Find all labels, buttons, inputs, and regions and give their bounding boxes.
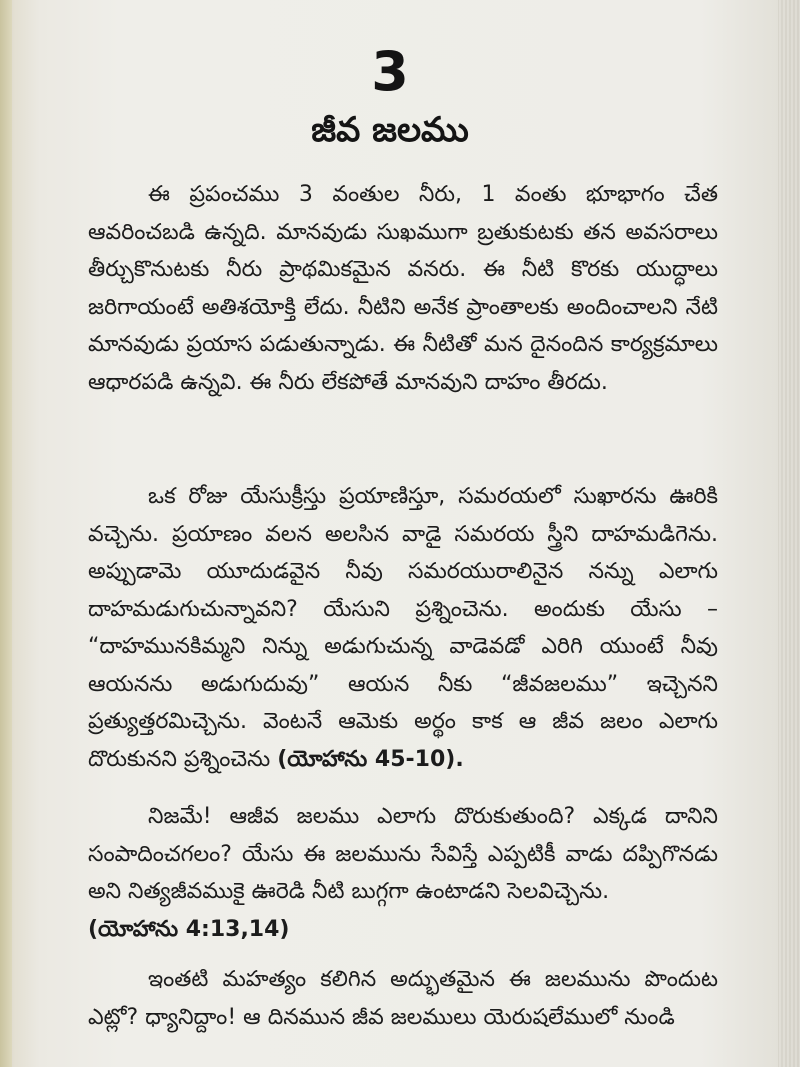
paragraph-2-text: ఒక రోజు యేసుక్రీస్తు ప్రయాణిస్తూ, సమరయలో సుఖారను ఊరికి వచ్చెను. ప్రయాణం వలన అలసిన వాడై సమరయ స్త్రీని దాహమడిగెను. అప్పుడామె యూదుడవైన నీవు సమరయురాలినైన నన్ను ఎలాగు దాహమడుగుచున్నావని? యేసుని ప్రశ్నించెను. అందుకు యేసు – “దాహమునకిమ్మని నిన్ను అడుగుచున్న వాడెవడో ఎరిగి యుంటే నీవు ఆయనను అడుగుదువు” ఆయన నీకు “జీవజలము” ఇచ్చెనని ప్రత్యుత్తరమిచ్చెను. వెంటనే ఆమెకు అర్థం కాక ఆ జీవ జలం ఎలాగు దొరుకునని ప్రశ్నించెను	[88, 484, 718, 772]
chapter-number: 3	[371, 40, 409, 103]
paragraph-3-text: నిజమే! ఆజీవ జలము ఎలాగు దొరుకుతుంది? ఎక్కడ దానిని సంపాదించగలం? యేసు ఈ జలమును సేవిస్తే ఎప్పటికీ వాడు దప్పిగొనడు అని నిత్యజీవముకై ఊరెడి నీటి బుగ్గగా ఉంటాడని సెలవిచ్చెను.	[88, 804, 718, 904]
book-page	[40, 0, 740, 1067]
paragraph-3-reference: (యోహాను 4:13,14)	[88, 916, 290, 942]
page-stack-edge	[778, 0, 800, 1067]
page-binding-edge	[0, 0, 12, 1067]
paragraph-4	[88, 961, 718, 1036]
paragraph-1-text: ఈ ప్రపంచము 3 వంతుల నీరు, 1 వంతు భూభాగం చేత ఆవరించబడి ఉన్నది. మానవుడు సుఖముగా బ్రతుకుటకు తన అవసరాలు తీర్చుకొనుటకు నీరు ప్రాథమికమైన వనరు. ఈ నీటి కొరకు యుద్ధాలు జరిగాయంటే అతిశయోక్తి లేదు. నీటిని అనేక ప్రాంతాలకు అందించాలని నేటి మానవుడు ప్రయాస పడుతున్నాడు. ఈ నీటితో మన దైనందిన కార్యక్రమాలు ఆధారపడి ఉన్నవి. ఈ నీరు లేకపోతే మానవుని దాహం తీరదు.	[88, 182, 718, 395]
paragraph-2	[88, 478, 718, 778]
paragraph-3	[88, 798, 718, 948]
chapter-title: జీవ జలము	[311, 110, 469, 150]
paragraph-1	[88, 176, 718, 401]
paragraph-4-text: ఇంతటి మహత్యం కలిగిన అద్భుతమైన ఈ జలమును పొందుట ఎట్లో? ధ్యానిద్దాం! ఆ దినమున జీవ జలములు యెరుషలేములో నుండి	[88, 967, 718, 1030]
paragraph-2-reference: (యోహాను 45-10).	[277, 746, 464, 772]
